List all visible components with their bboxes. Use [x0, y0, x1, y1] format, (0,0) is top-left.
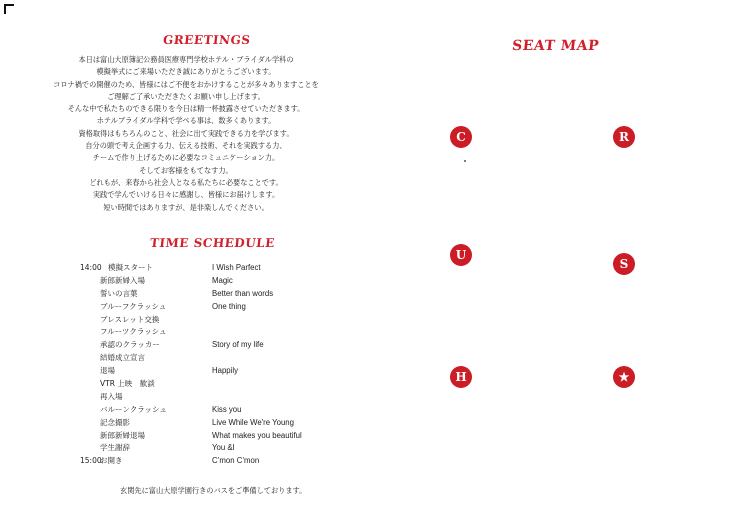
- schedule-row: [80, 288, 360, 301]
- schedule-event: 誓いの言葉: [100, 288, 138, 298]
- time-schedule: [80, 262, 360, 468]
- greetings-line: コロナ禍での開催のため、皆様にはご不便をおかけすることが多々ありますことを: [53, 79, 319, 89]
- schedule-row: [80, 442, 360, 455]
- schedule-time: 14:00: [80, 263, 102, 272]
- greetings-line: そんな中で私たちのできる限りを今日は精一杯披露させていただきます。: [67, 104, 305, 114]
- greetings-line: どれもが、来春から社会人となる私たちに必要なことです。: [89, 177, 283, 187]
- schedule-event: 結婚成立宣言: [100, 353, 145, 363]
- table-u-marker: U: [450, 244, 472, 266]
- schedule-row: [80, 275, 360, 288]
- corner-crop-mark: [4, 4, 14, 14]
- schedule-song: Live While We're Young: [212, 417, 294, 427]
- table-s-marker: S: [613, 253, 635, 275]
- schedule-row: [80, 455, 360, 468]
- schedule-event: 記念撮影: [100, 417, 130, 427]
- schedule-song: One thing: [212, 301, 246, 311]
- table-h-marker: H: [450, 366, 472, 388]
- greetings-line: 資格取得はもちろんのこと、社会に出て実践できる力を学びます。: [78, 128, 294, 138]
- table-c-marker: C: [450, 126, 472, 148]
- schedule-event: 退場: [100, 366, 115, 376]
- schedule-song: Magic: [212, 275, 233, 285]
- table-star-marker: ★: [613, 366, 635, 388]
- schedule-row: [80, 314, 360, 327]
- schedule-event: 学生謝辞: [100, 443, 130, 453]
- schedule-song: Better than words: [212, 288, 274, 298]
- greetings-line: ご理解ご了承いただきたくお願い申し上げます。: [107, 91, 265, 101]
- bus-note: 玄関先に富山大原学園行きのバスをご準備しております。: [120, 486, 307, 495]
- schedule-event: ブルーフクラッシュ: [100, 301, 167, 311]
- greetings-line: ホテルブライダル学科で学べる事は、数多くあります。: [96, 116, 276, 126]
- schedule-song: C’mon C’mon: [212, 456, 260, 466]
- schedule-song: Happily: [212, 366, 239, 376]
- schedule-event: ブレスレット交換: [100, 314, 160, 324]
- greetings-line: 本日は富山大原簿記公務員医療専門学校ホテル・ブライダル学科の: [78, 55, 294, 64]
- schedule-row: [80, 430, 360, 443]
- schedule-event: 承認のクラッカー: [100, 340, 160, 350]
- speck-dot: [464, 160, 466, 162]
- seat-map-title: SEAT MAP: [511, 38, 600, 54]
- schedule-song: I Wish Parfect: [212, 263, 261, 272]
- schedule-title: TIME SCHEDULE: [149, 236, 276, 250]
- schedule-time: 15:00: [80, 456, 102, 466]
- greetings-line: 短い時間ではありますが、是非楽しんでください。: [103, 202, 269, 212]
- schedule-event: 再入場: [100, 391, 123, 401]
- schedule-song: What makes you beautiful: [212, 430, 302, 440]
- schedule-row: [80, 365, 360, 378]
- schedule-row: [80, 417, 360, 430]
- greetings-body: [26, 54, 346, 214]
- schedule-event: お開き: [100, 456, 123, 466]
- schedule-event: 新郎新婦退場: [100, 430, 145, 440]
- schedule-event: バルーンクラッシュ: [100, 404, 167, 414]
- schedule-song: Story of my life: [212, 340, 264, 350]
- greetings-line: 自分の頭で考え企画する力、伝える技術、それを実践する力、: [85, 141, 287, 151]
- schedule-song: You &I: [212, 443, 235, 453]
- greetings-title: GREETINGS: [162, 33, 252, 47]
- schedule-event: 新郎新婦入場: [100, 275, 145, 285]
- schedule-row: [80, 339, 360, 352]
- schedule-song: Kiss you: [212, 404, 242, 414]
- greetings-line: チームで作り上げるために必要なコミュニケーション力。: [92, 153, 280, 163]
- schedule-row: [80, 391, 360, 404]
- schedule-row: [80, 352, 360, 365]
- greetings-line: そしてお客様をもてなす力。: [139, 165, 233, 175]
- schedule-row: [80, 262, 360, 275]
- schedule-row: [80, 378, 360, 391]
- schedule-event: フルーツクラッシュ: [100, 327, 167, 337]
- schedule-event: VTR 上映 歓談: [100, 379, 155, 389]
- schedule-event: 模擬スタート: [108, 263, 153, 272]
- schedule-row: [80, 301, 360, 314]
- schedule-row: [80, 326, 360, 339]
- greetings-line: 実践で学んでいける日々に感謝し、皆様にお届けします。: [92, 190, 280, 200]
- schedule-row: [80, 404, 360, 417]
- greetings-line: 模擬挙式にご来場いただき誠にありがとうございます。: [96, 67, 276, 77]
- table-r-marker: R: [613, 126, 635, 148]
